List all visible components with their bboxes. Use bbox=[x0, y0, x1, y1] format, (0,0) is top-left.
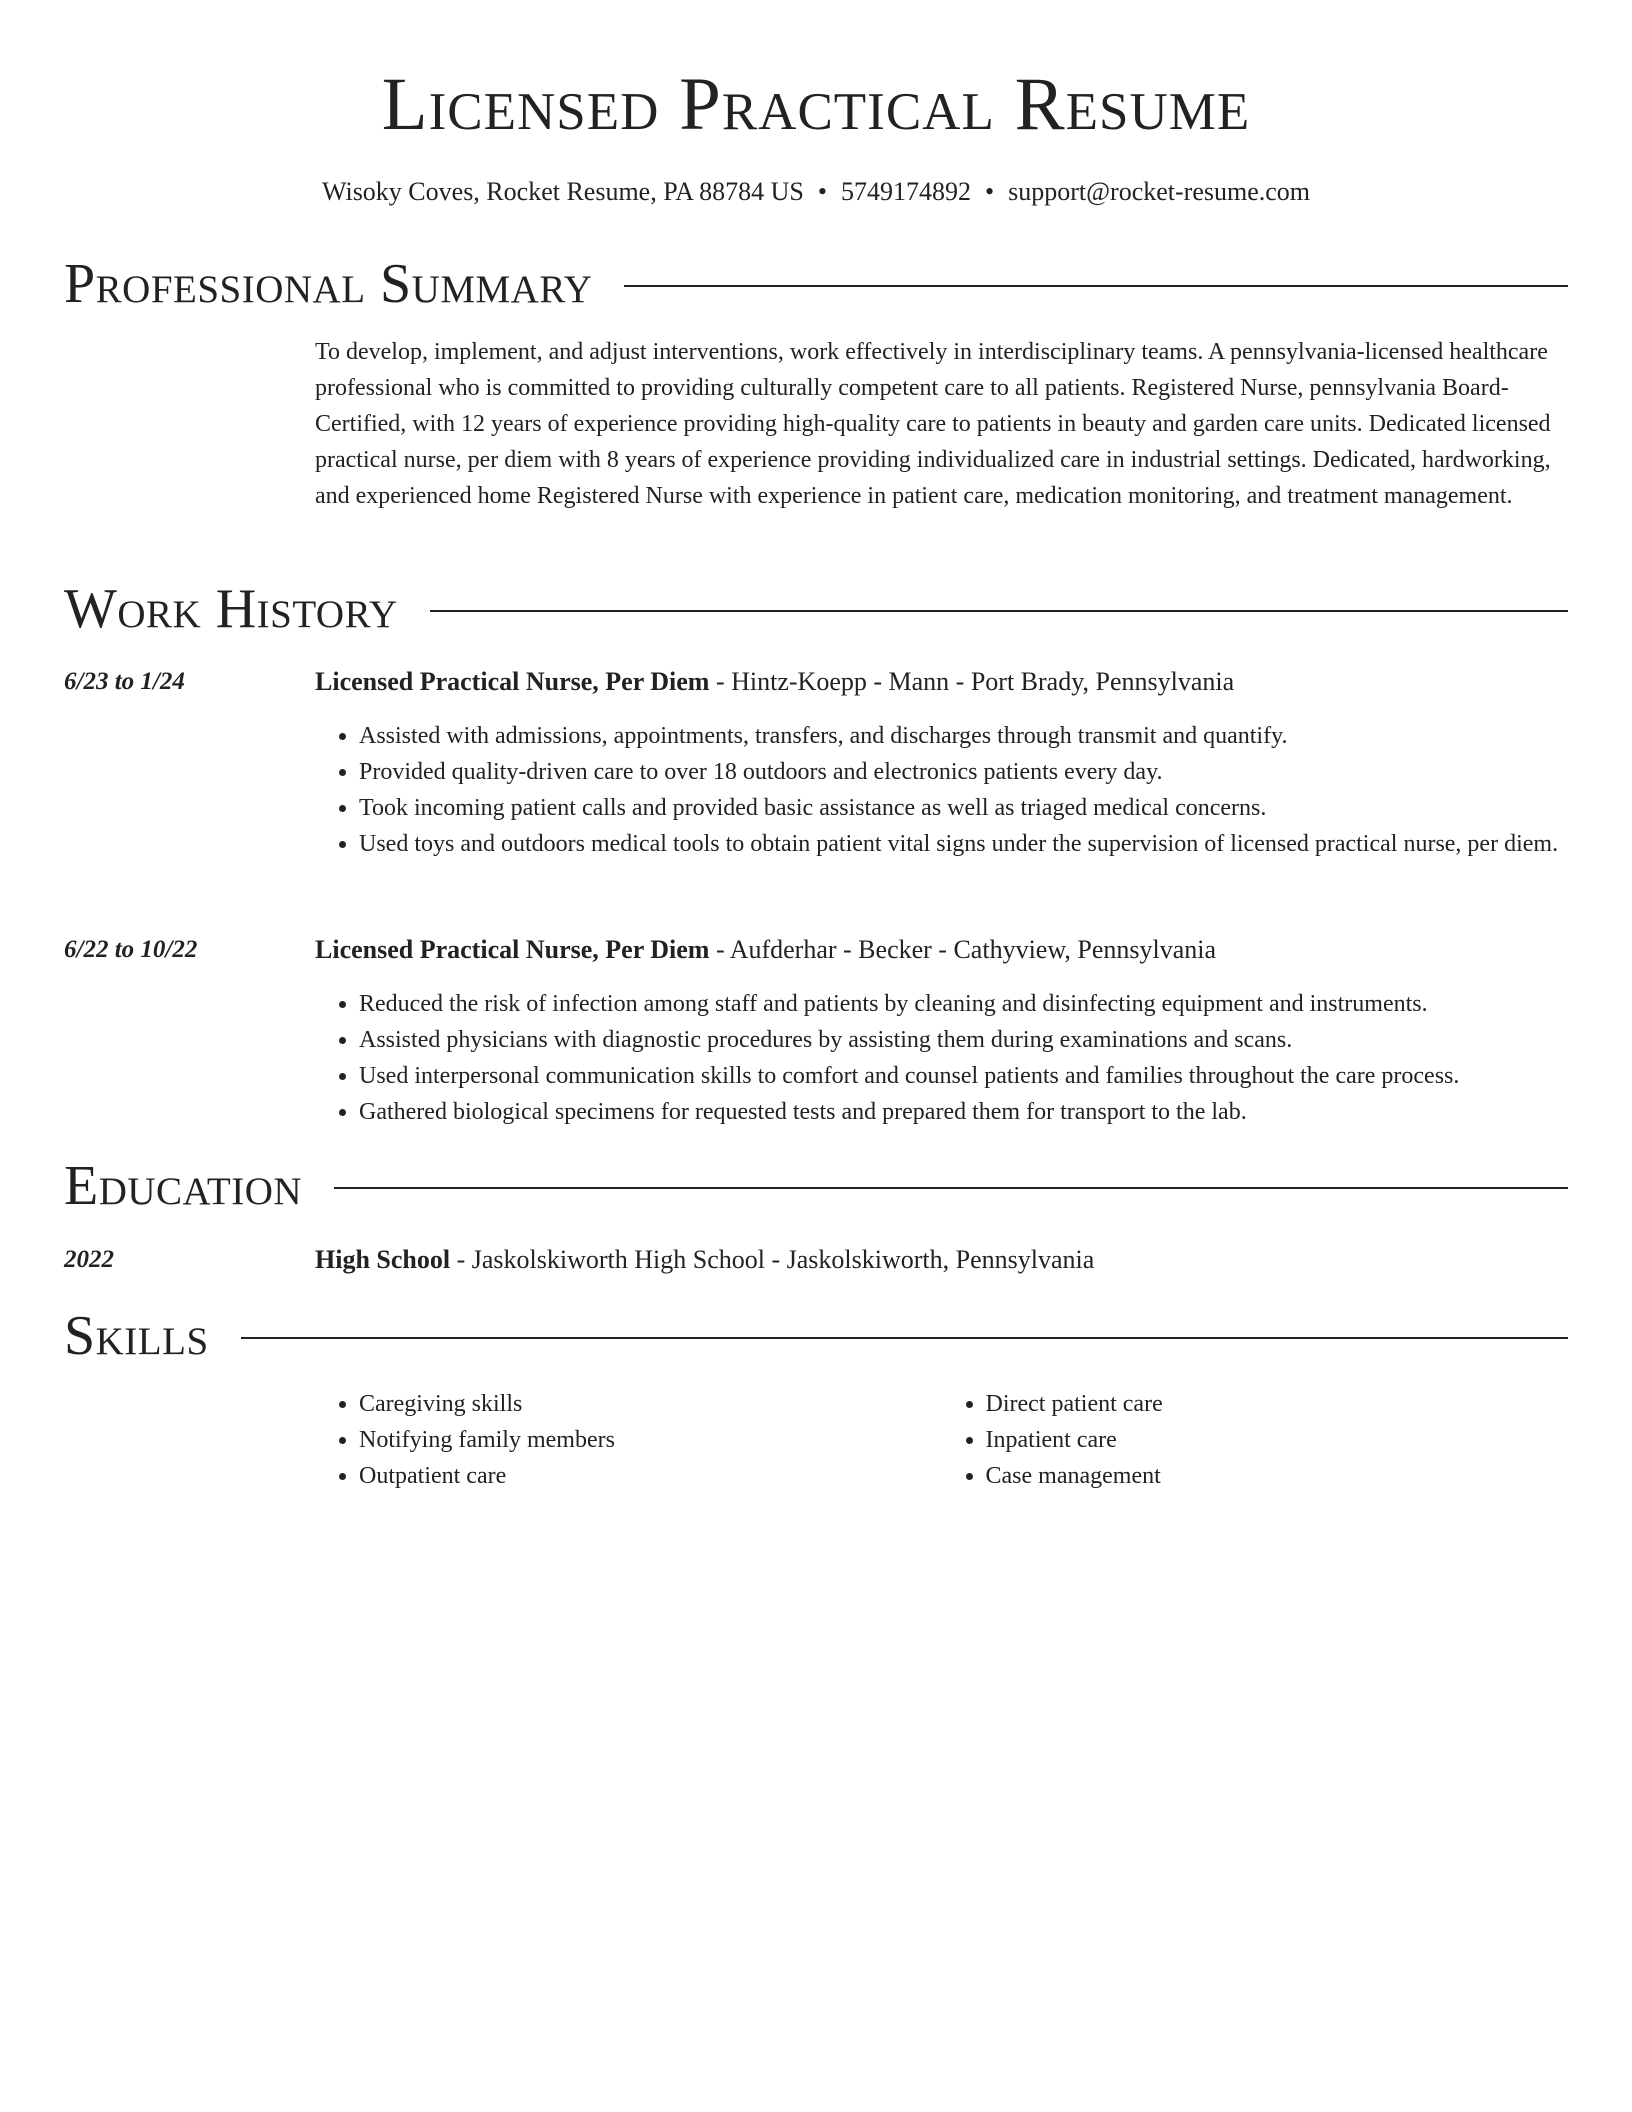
summary-block bbox=[315, 334, 1568, 514]
job-heading bbox=[315, 932, 1568, 968]
summary-text: To develop, implement, and adjust interventions, work effectively in interdisciplinary teams. A pennsylvania-licensed healthcare professional who is committed to providing culturally competent care to all patients. Registered Nurse, pennsylvania Board-Certified, with 12 years of experience providing high-quality care to patients in beauty and garden care units. Dedicated licensed practical nurse, per diem with 8 years of experience providing individualized care in industrial settings. Dedicated, hardworking, and experienced home Registered Nurse with experience in patient care, medication monitoring, and treatment management. bbox=[315, 339, 1551, 509]
list-item: • Assisted physicians with diagnostic procedures by assisting them during examinations and scans. bbox=[359, 1022, 1568, 1058]
job-bullets bbox=[315, 986, 1568, 1130]
list-item: • Assisted with admissions, appointments, transfers, and discharges through transmit and quantify. bbox=[359, 718, 1568, 754]
section-divider bbox=[241, 1337, 1568, 1339]
contact-separator: • bbox=[984, 177, 995, 206]
work-heading: Work History bbox=[64, 578, 398, 640]
list-item: • Direct patient care bbox=[986, 1386, 1569, 1422]
job-heading bbox=[315, 664, 1568, 700]
education-section-header bbox=[64, 1154, 1568, 1218]
contact-email: support@rocket-resume.com bbox=[1008, 177, 1311, 206]
page-title: Licensed Practical Resume bbox=[381, 63, 1251, 146]
job-entry bbox=[315, 664, 1568, 862]
job-dates: 6/22 to 10/22 bbox=[64, 936, 198, 963]
work-section-header bbox=[64, 577, 1568, 641]
section-divider bbox=[624, 285, 1568, 287]
list-item: • Reduced the risk of infection among staff and patients by cleaning and disinfecting equipment and instruments. bbox=[359, 986, 1568, 1022]
skills-list bbox=[315, 1386, 1568, 1494]
skills-column-left bbox=[315, 1386, 942, 1494]
job-entry bbox=[315, 932, 1568, 1130]
job-bullets bbox=[315, 718, 1568, 862]
list-item: • Case management bbox=[986, 1458, 1569, 1494]
contact-phone: 5749174892 bbox=[840, 177, 971, 206]
job-dates: 6/23 to 1/24 bbox=[64, 668, 185, 695]
job-title: Licensed Practical Nurse, Per Diem bbox=[315, 935, 710, 964]
section-divider bbox=[334, 1187, 1568, 1189]
contact-separator: • bbox=[817, 177, 827, 206]
list-item: • Gathered biological specimens for requested tests and prepared them for transport to the lab. bbox=[359, 1094, 1568, 1130]
contact-line bbox=[64, 174, 1568, 210]
education-details: - Jaskolskiworth High School - Jaskolskiworth, Pennsylvania bbox=[450, 1245, 1095, 1274]
summary-heading: Professional Summary bbox=[64, 253, 593, 315]
education-heading: Education bbox=[64, 1155, 303, 1217]
summary-section-header bbox=[64, 252, 1568, 316]
list-item: • Inpatient care bbox=[986, 1422, 1569, 1458]
list-item: • Took incoming patient calls and provided basic assistance as well as triaged medical concerns. bbox=[359, 790, 1568, 826]
job-details: - Hintz-Koepp - Mann - Port Brady, Pennsylvania bbox=[709, 667, 1235, 696]
education-line bbox=[315, 1242, 1568, 1278]
education-entry bbox=[315, 1242, 1568, 1278]
job-details: - Aufderhar - Becker - Cathyview, Pennsylvania bbox=[709, 935, 1217, 964]
job-title: Licensed Practical Nurse, Per Diem bbox=[315, 667, 710, 696]
list-item: • Outpatient care bbox=[359, 1458, 942, 1494]
list-item: • Used toys and outdoors medical tools to obtain patient vital signs under the supervision of licensed practical nurse, per diem. bbox=[359, 826, 1568, 862]
skills-section-header bbox=[64, 1304, 1568, 1368]
list-item: • Provided quality-driven care to over 18 outdoors and electronics patients every day. bbox=[359, 754, 1568, 790]
skills-column-right bbox=[942, 1386, 1569, 1494]
list-item: • Used interpersonal communication skills to comfort and counsel patients and families throughout the care process. bbox=[359, 1058, 1568, 1094]
section-divider bbox=[430, 610, 1568, 612]
education-year: 2022 bbox=[64, 1246, 114, 1273]
education-degree: High School bbox=[315, 1245, 451, 1274]
list-item: • Notifying family members bbox=[359, 1422, 942, 1458]
contact-address: Wisoky Coves, Rocket Resume, PA 88784 US bbox=[321, 177, 804, 206]
skills-heading: Skills bbox=[64, 1305, 209, 1367]
list-item: • Caregiving skills bbox=[359, 1386, 942, 1422]
